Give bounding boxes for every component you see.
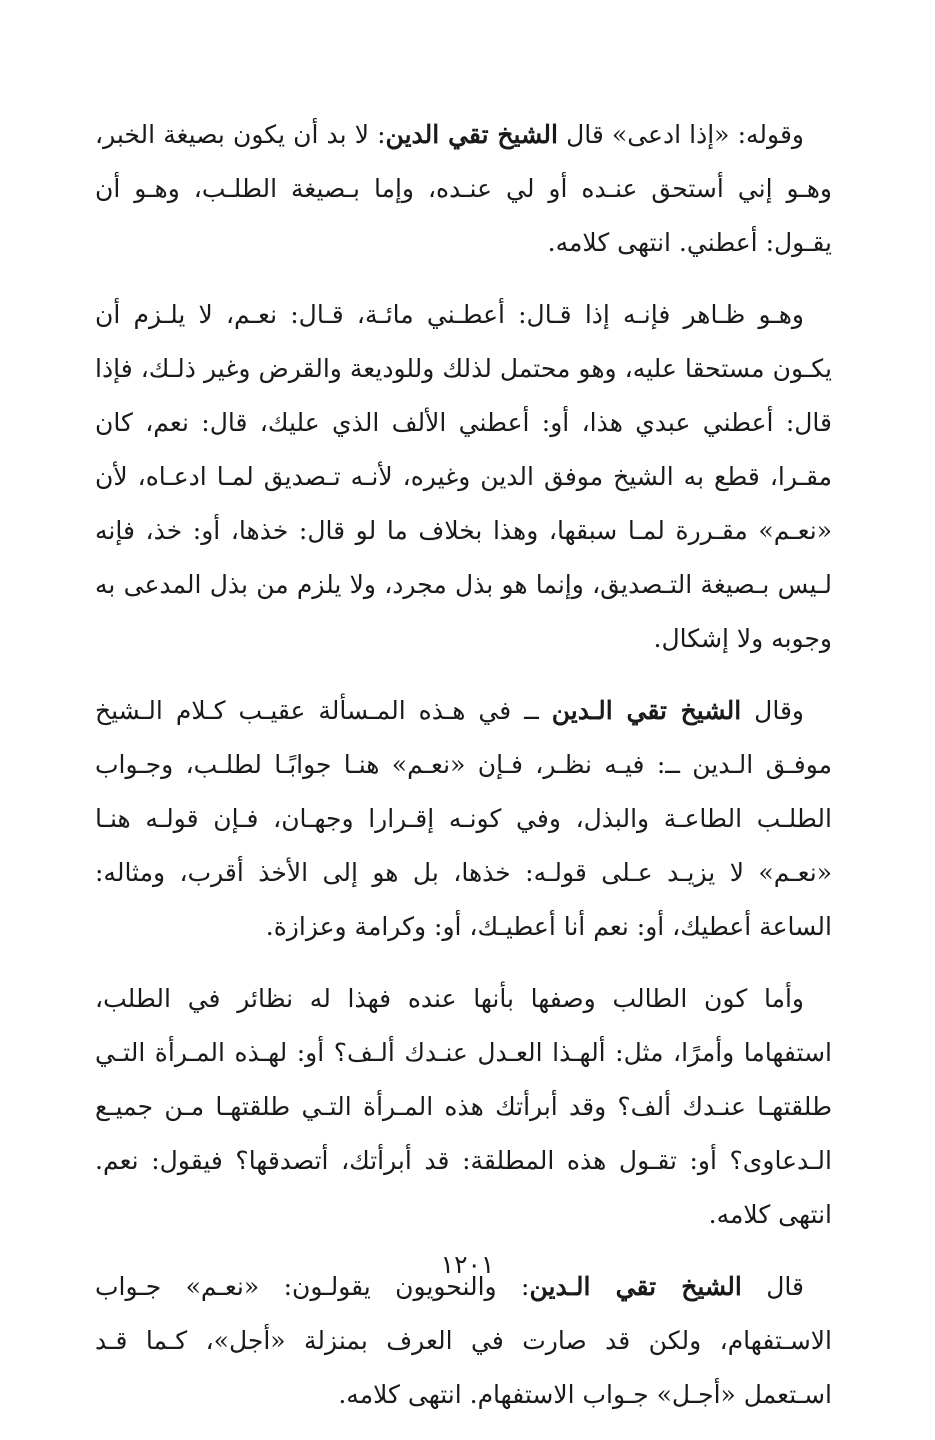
page-body: [95, 108, 832, 1440]
paragraph-4: وأما كون الطالب وصفها بأنها عنده فهذا له نظائر في الطلب، استفهاما وأمرًا، مثل: ألهـذا العـدل عنـدك ألـف؟ أو: لهـذه المـرأة التـي طلقتهـا عنـدك ألف؟ وقد أبرأتك هذه المـرأة التـي طلقتهـا مـن جميـع الـدعاوى؟ أو: تقـول هذه المطلقة: قد أبرأتك، أتصدقها؟ فيقول: نعم. انتهى كلامه.: [95, 984, 832, 1229]
paragraph-1-author: الشيخ تقي الدين: [385, 120, 558, 149]
paragraph-3-rest: ــ في هـذه المـسألة عقيـب كـلام الـشيخ موفـق الـدين ــ: فيـه نظـر، فـإن «نعـم» هنـا جوابًـا لطلـب، وجـواب الطلـب الطاعـة والبذل، وفي كونـه إقـرارا وجهـان، فـإن قولـه هنـا «نعـم» لا يزيـد عـلى قولـه: خذها، بل هو إلى الأخذ أقرب، ومثاله: الساعة أعطيك، أو: نعم أنا أعطيـك، أو: وكرامة وعزازة.: [95, 696, 832, 941]
paragraph-5: [95, 1260, 832, 1422]
paragraph-3-author: الشيخ تقي الـدين: [551, 696, 742, 725]
paragraph-5-lead: قال: [741, 1272, 804, 1301]
paragraph-1-lead: وقوله: «إذا ادعى» قال: [557, 120, 804, 149]
paragraph-1: [95, 108, 832, 270]
paragraph-5-author: الشيخ تقي الـدين: [529, 1272, 742, 1301]
paragraph-3-lead: وقال: [741, 696, 804, 725]
paragraph-2: وهـو ظـاهر فإنـه إذا قـال: أعطـني مائـة، قـال: نعـم، لا يلـزم أن يكـون مستحقا عليه، وهو محتمل لذلك وللوديعة والقرض وغير ذلـك، فإذا قال: أعطني عبدي هذا، أو: أعطني الألف الذي عليك، قال: نعم، كان مقـرا، قطع به الشيخ موفق الدين وغيره، لأنـه تـصديق لمـا ادعـاه، لأن «نعـم» مقـررة لمـا سبقها، وهذا بخلاف ما لو قال: خذها، أو: خذ، فإنه لـيس بـصيغة التـصديق، وإنما هو بذل مجرد، ولا يلزم من بذل المدعى به وجوبه ولا إشكال.: [95, 300, 832, 653]
paragraph-3: [95, 684, 832, 954]
paragraph-5-rest: : والنحويون يقولـون: «نعـم» جـواب الاسـتفهام، ولكن قد صارت في العرف بمنزلة «أجل»، كـما قـد اسـتعمل «أجـل» جـواب الاستفهام. انتهى كلامه.: [95, 1272, 832, 1409]
paragraph-1-rest: : لا بد أن يكون بصيغة الخبر، وهـو إني أستحق عنـده أو لي عنـده، وإما بـصيغة الطلـب، وهـو أن يقـول: أعطني. انتهى كلامه.: [95, 120, 832, 257]
page-number: ١٢٠١: [440, 1250, 495, 1279]
